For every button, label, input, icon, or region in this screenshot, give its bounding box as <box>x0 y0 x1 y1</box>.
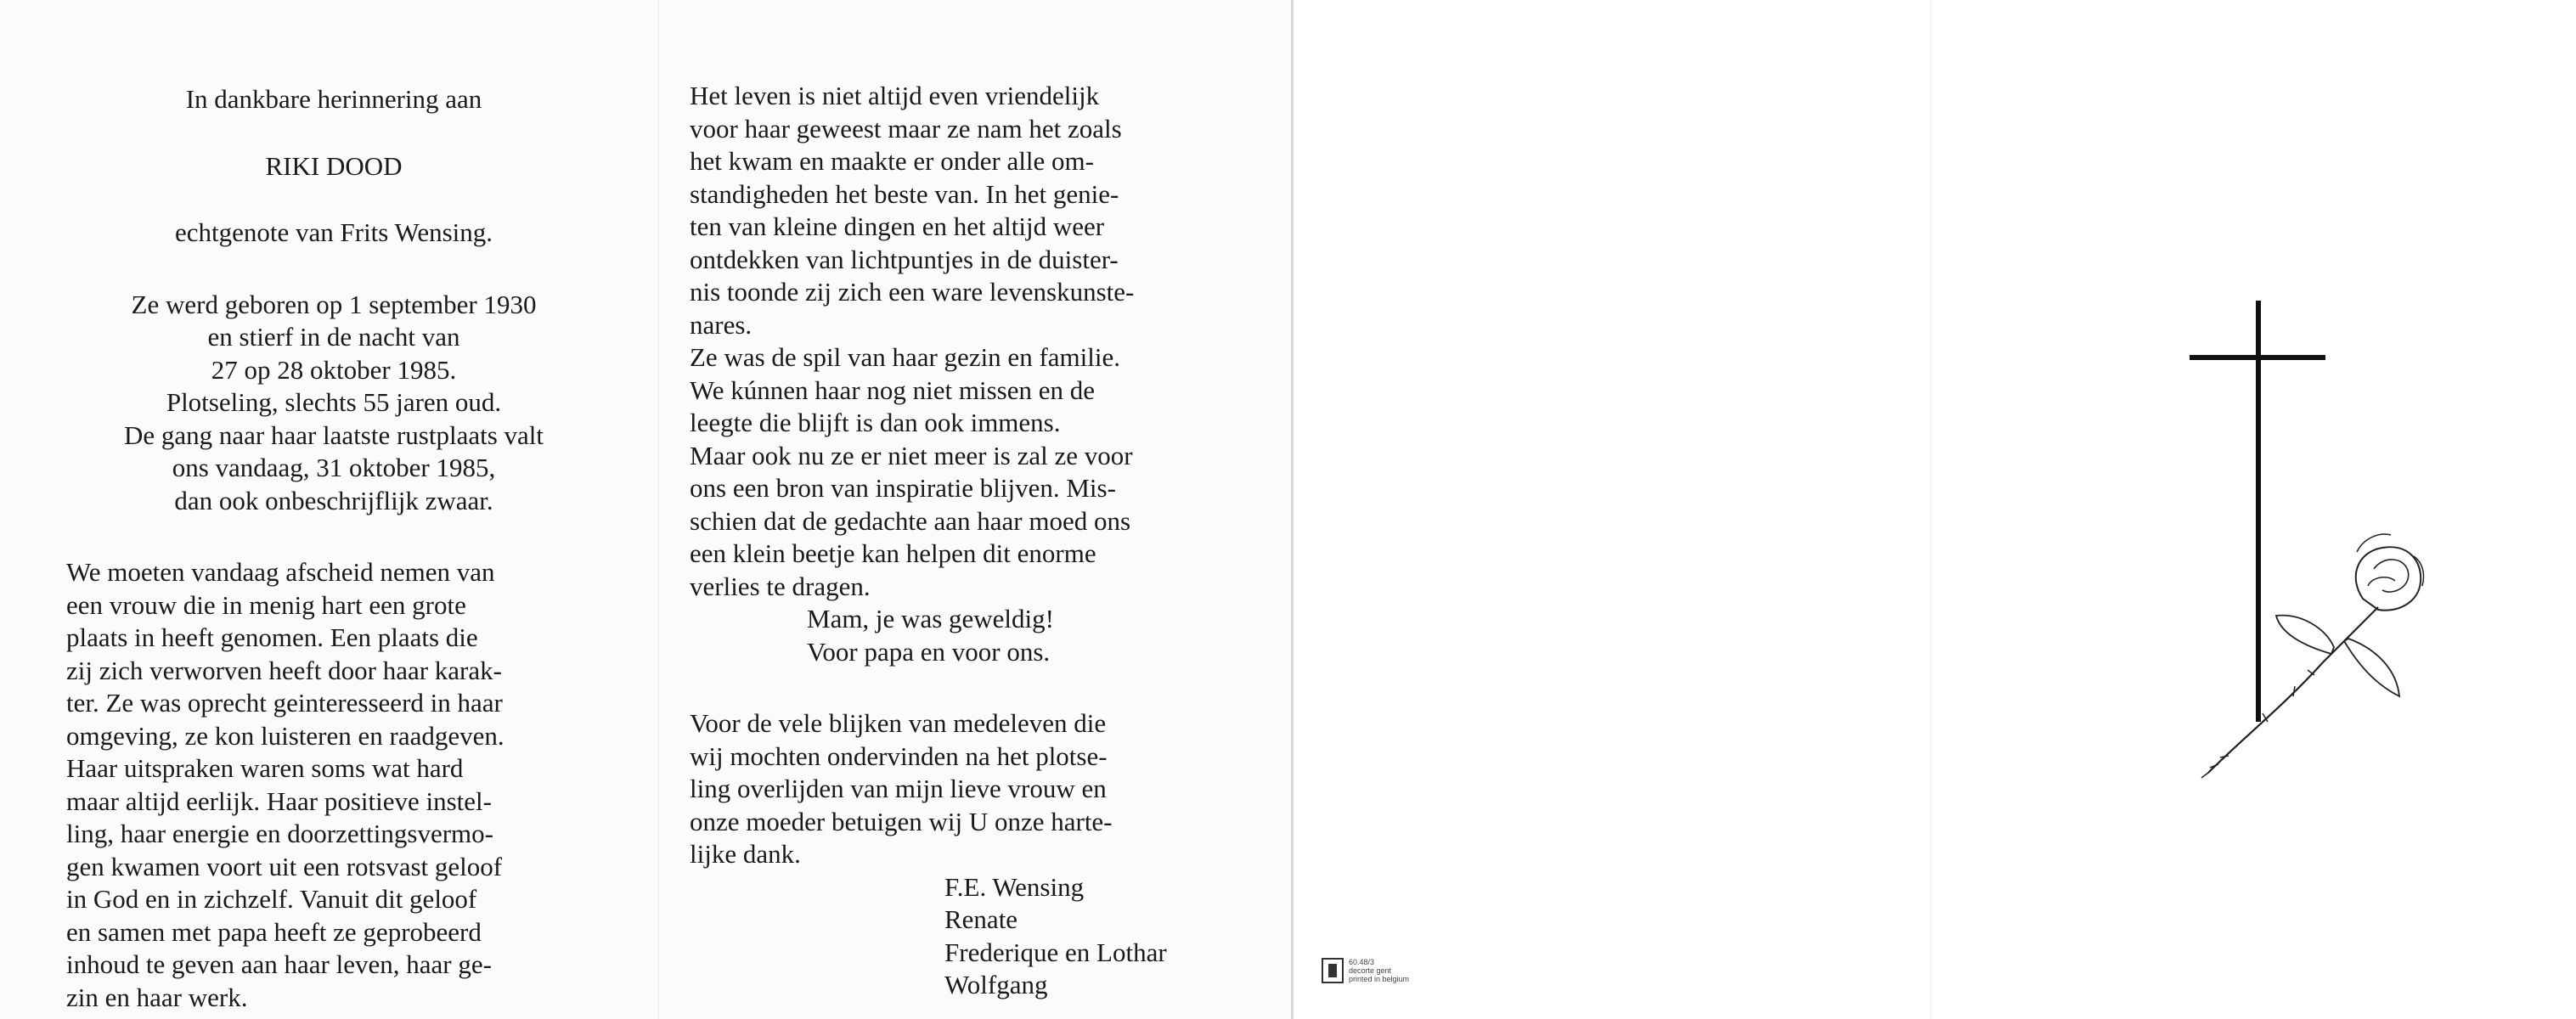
tribute-line: Haar uitspraken waren soms wat hard <box>66 753 464 783</box>
life-dates-block <box>66 289 601 518</box>
thanks-line: lijke dank. <box>690 839 801 869</box>
fold-line-outer <box>1930 0 1931 1019</box>
thanks-line: Voor de vele blijken van medeleven die <box>690 708 1107 738</box>
tribute-line: ling, haar energie en doorzettingsvermo- <box>66 819 493 848</box>
signature-line: Wolfgang <box>944 970 1048 999</box>
signature-line: Renate <box>944 904 1018 934</box>
spouse-line: echtgenote van Frits Wensing. <box>174 217 493 247</box>
tribute-line: een vrouw die in menig hart een grote <box>66 589 466 620</box>
paragraph-line: voor haar geweest maar ze nam het zoals <box>690 113 1122 144</box>
tribute-line: en samen met papa heeft ze geprobeerd <box>66 916 482 947</box>
life-line: dan ook onbeschrijflijk zwaar. <box>174 485 493 515</box>
signature-line: Frederique en Lothar <box>944 937 1167 967</box>
inner-right-column <box>690 80 1226 1002</box>
printer-logo-icon <box>1322 958 1344 983</box>
closing-line: Mam, je was geweldig! <box>807 604 1054 633</box>
intro-line: In dankbare herinnering aan <box>185 84 482 114</box>
paragraph-line: een klein beetje kan helpen dit enorme <box>690 538 1096 568</box>
thanks-line: onze moeder betuigen wij U onze harte- <box>690 806 1113 836</box>
paragraph-line: standigheden het beste van. In het genie- <box>690 178 1119 209</box>
family-paragraph <box>690 341 1226 603</box>
life-line: Plotseling, slechts 55 jaren oud. <box>166 387 502 417</box>
thanks-line: wij mochten ondervinden na het plotse- <box>690 740 1108 771</box>
tribute-line: zin en haar werk. <box>66 982 248 1012</box>
tribute-line: in God en in zichzelf. Vanuit dit geloof <box>66 884 477 914</box>
paragraph-line: ons een bron van inspiratie blijven. Mis- <box>690 473 1116 503</box>
closing-words <box>690 603 1226 668</box>
paragraph-line: leegte die blijft is dan ook immens. <box>690 408 1061 437</box>
printer-mark <box>1322 958 1457 995</box>
paragraph-line: ontdekken van lichtpuntjes in de duister- <box>690 244 1119 274</box>
thanks-paragraph <box>690 707 1226 871</box>
tribute-line: plaats in heeft genomen. Een plaats die <box>66 622 478 652</box>
fold-line-inner <box>657 0 659 1019</box>
life-line: De gang naar haar laatste rustplaats valt <box>123 419 544 450</box>
signatures <box>690 871 1226 1002</box>
life-line: ons vandaag, 31 oktober 1985, <box>172 453 496 482</box>
life-line: 27 op 28 oktober 1985. <box>211 354 457 385</box>
thanks-line: ling overlijden van mijn lieve vrouw en <box>690 774 1107 803</box>
printer-code: 60.48/3 <box>1349 958 1375 966</box>
tribute-line: zij zich verworven heeft door haar karak- <box>66 655 502 685</box>
printer-mark-text <box>1349 958 1409 983</box>
paragraph-line: het kwam en maakte er onder alle om- <box>690 146 1094 176</box>
printer-name: decorte gent <box>1349 966 1392 975</box>
tribute-line: maar altijd eerlijk. Haar positieve instel- <box>66 785 492 816</box>
paragraph-line: Het leven is niet altijd even vriendelijk <box>690 81 1100 110</box>
tribute-line: inhoud te geven aan haar leven, haar ge- <box>66 949 492 979</box>
paragraph-line: We kúnnen haar nog niet missen en de <box>690 374 1096 405</box>
closing-line: Voor papa en voor ons. <box>807 636 1051 667</box>
paragraph-line: ten van kleine dingen en het altijd weer <box>690 211 1105 241</box>
deceased-name: RIKI DOOD <box>265 150 403 181</box>
paragraph-line: verlies te dragen. <box>690 571 871 601</box>
printer-origin: printed in belgium <box>1349 975 1410 983</box>
inner-left-column <box>66 83 601 1014</box>
paragraph-line: nares. <box>690 309 753 340</box>
paragraph-line: nis toonde zij zich een ware levenskunste- <box>690 277 1135 307</box>
paragraph-line: Maar ook nu ze er niet meer is zal ze voor <box>690 440 1133 470</box>
paragraph-line: Ze was de spil van haar gezin en familie. <box>690 342 1120 372</box>
tribute-paragraph <box>66 556 601 1014</box>
fold-line-center <box>1291 0 1294 1019</box>
life-line: Ze werd geboren op 1 september 1930 <box>131 289 537 319</box>
cross-with-rose-icon <box>2174 297 2446 790</box>
tribute-line: gen kwamen voort uit een rotsvast geloof <box>66 851 503 881</box>
tribute-line: omgeving, ze kon luisteren en raadgeven. <box>66 720 504 751</box>
life-paragraph <box>690 80 1226 341</box>
tribute-line: We moeten vandaag afscheid nemen van <box>66 557 495 587</box>
tribute-line: ter. Ze was oprecht geinteresseerd in haar <box>66 688 503 718</box>
life-line: en stierf in de nacht van <box>207 322 460 352</box>
paragraph-line: schien dat de gedachte aan haar moed ons <box>690 505 1131 536</box>
signature-line: F.E. Wensing <box>944 871 1085 902</box>
